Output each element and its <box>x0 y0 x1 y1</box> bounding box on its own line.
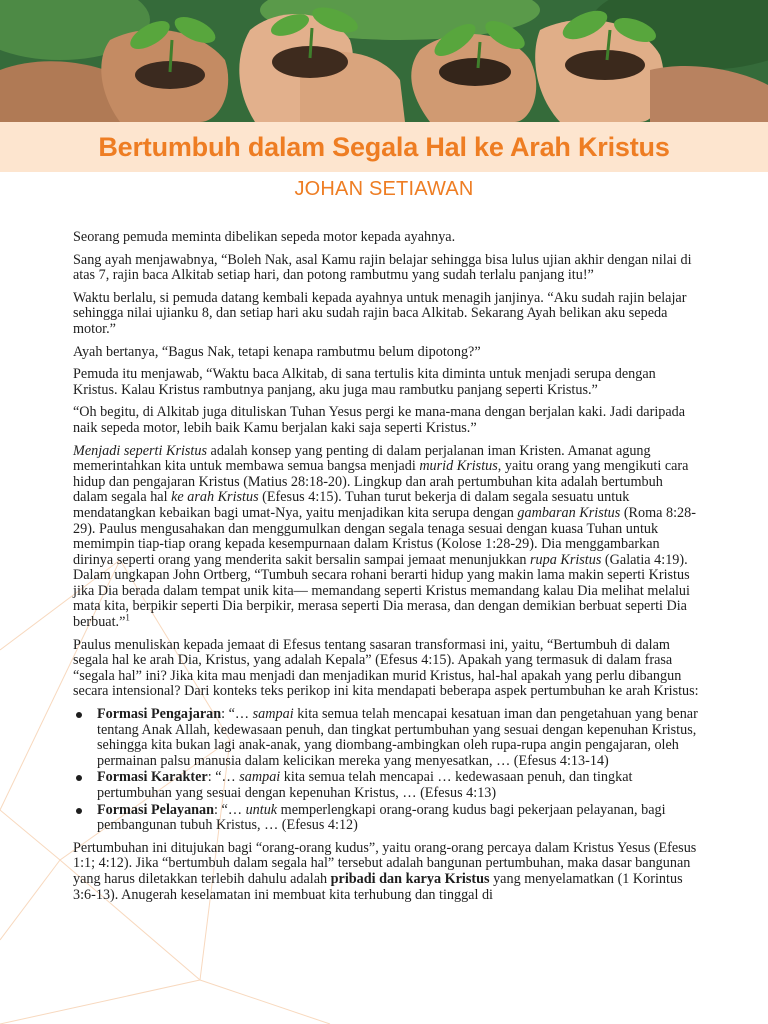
text-run: , yaitu orang yang mengikuti cara hidup dan pengajaran Kristus (Matius 28:18-20). Lingkup dan arah pertumbuhan kita adalah bertumbuh dalam segala hal <box>73 458 689 506</box>
bold-term: pribadi dan karya Kristus <box>330 870 490 887</box>
formation-list <box>73 707 699 834</box>
article-paragraph <box>73 405 699 436</box>
text-run: memperlengkapi orang-orang kudus bagi pekerjaan pelayanan, bagi pembangunan tubuh Kristus, … (Efesus 4:12) <box>97 801 666 834</box>
emphasis-text: sampai <box>252 706 294 723</box>
article-paragraph <box>73 345 699 361</box>
author-name: JOHAN SETIAWAN <box>294 178 474 200</box>
article-paragraph <box>73 230 699 246</box>
text-run: (Efesus 4:15). Tuhan turut bekerja di dalam segala sesuatu untuk mendatangkan kebaikan bagi umat-Nya, yaitu menjadikan kita serupa dengan <box>73 489 630 521</box>
bold-term: Formasi Karakter <box>97 769 208 786</box>
emphasis-text: gambaran Kristus <box>517 504 621 521</box>
article-title: Bertumbuh dalam Segala Hal ke Arah Kristus <box>98 131 670 162</box>
article-paragraph <box>73 444 699 631</box>
article-paragraph <box>73 367 699 398</box>
emphasis-text: Menjadi seperti Kristus <box>73 442 207 459</box>
closing-paragraph <box>73 841 699 903</box>
text-run: kita semua telah mencapai kesatuan iman dan pengetahuan yang benar tentang Anak Allah, kedewasaan penuh, dan tingkat pertumbuhan yang sesuai dengan kepenuhan Kristus, sehingga kita bukan lagi anak-anak, yang diombang-ambingkan oleh rupa-rupa angin pengajaran, oleh permainan palsu manusia dalam kelicikan mereka yang menyesatkan, … (Efesus 4:13-14) <box>97 706 698 769</box>
article-body <box>73 230 699 910</box>
emphasis-text: sampai <box>239 769 281 786</box>
text-run: : “… <box>221 706 253 723</box>
text-run: yang menyelamatkan (1 Korintus 3:6-13). Anugerah keselamatan ini membuat kita terhubung dan tinggal di <box>73 870 683 903</box>
article-paragraphs <box>73 230 699 700</box>
article-paragraph <box>73 638 699 700</box>
text-run: “Oh begitu, di Alkitab juga dituliskan Tuhan Yesus pergi ke mana-mana dengan berjalan kaki. Jadi daripada naik sepeda motor, lebih baik Kamu berjalan kaki saja seperti Kristus.” <box>73 404 686 436</box>
emphasis-text: murid Kristus <box>419 458 498 475</box>
text-run: (Galatia 4:19). Dalam ungkapan John Ortberg, “Tumbuh secara rohani berarti hidup yang makin lama makin seperti Kristus jika Dia berada dalam tempat unik kita— memandang seperti Kristus memandang kalau Dia melihat melalui mata kita, berpikir seperti Dia berpikir, merasa seperti Dia merasa, dan dengan demikian berbuat seperti Dia berbuat.” <box>73 551 690 631</box>
header-photo <box>0 0 768 122</box>
text-run: Sang ayah menjawabnya, “Boleh Nak, asal Kamu rajin belajar sehingga bisa lulus ujian akhir dengan nilai di atas 7, rajin baca Alkitab setiap hari, dan potong rambutmu yang sudah terlalu panjang itu!” <box>73 251 692 284</box>
bold-term: Formasi Pelayanan <box>97 801 215 818</box>
formation-list-item <box>73 770 699 801</box>
text-run: Waktu berlalu, si pemuda datang kembali kepada ayahnya untuk menagih janjinya. “Aku sudah rajin belajar sehingga nilai ujianku 8, dan setiap hari aku sudah rajin baca Alkitab. Sekarang Ayah belikan aku sepeda motor.” <box>73 289 687 337</box>
formation-list-item <box>73 707 699 769</box>
emphasis-text: ke arah Kristus <box>171 489 259 506</box>
footnote-marker: 1 <box>125 612 130 623</box>
article-paragraph <box>73 291 699 338</box>
text-run: Pemuda itu menjawab, “Waktu baca Alkitab, di sana tertulis kita diminta untuk menjadi serupa dengan Kristus. Kalau Kristus rambutnya panjang, aku juga mau rambutku panjang seperti Kristus.” <box>73 366 656 398</box>
emphasis-text: rupa Kristus <box>530 551 602 568</box>
bold-term: Formasi Pengajaran <box>97 706 222 723</box>
text-run: Pertumbuhan ini ditujukan bagi “orang-orang kudus”, yaitu orang-orang percaya dalam Kristus Yesus (Efesus 1:1; 4:12). Jika “bertumbuh dalam segala hal” tersebut adalah bangunan pertumbuhan, maka dasar bangunan yang harus diletakkan terlebih dahulu adalah <box>73 839 697 887</box>
text-run: : “… <box>214 801 246 818</box>
text-run: Paulus menuliskan kepada jemaat di Efesus tentang sasaran transformasi ini, yaitu, “Bertumbuh di dalam segala hal ke arah Dia, Kristus, yang adalah Kepala” (Efesus 4:15). Apakah yang termasuk di dalam frasa “segala hal” ini? Jika kita mau menjadi dan menjadikan murid Kristus, hal-hal apakah yang perlu dibangun secara intensional? Dari konteks teks perikop ini kita mendapati beberapa aspek pertumbuhan ke arah Kristus: <box>73 636 699 700</box>
text-run: adalah konsep yang penting di dalam perjalanan iman Kristen. Amanat agung memerintahkan kita untuk membawa semua bangsa menjadi <box>73 442 651 475</box>
text-run: : “… <box>207 769 240 786</box>
text-run: Seorang pemuda meminta dibelikan sepeda motor kepada ayahnya. <box>73 229 456 245</box>
seedlings-in-hands-image <box>0 0 768 122</box>
article-paragraph <box>73 253 699 284</box>
text-run: Ayah bertanya, “Bagus Nak, tetapi kenapa rambutmu belum dipotong?” <box>73 343 481 360</box>
text-run: (Roma 8:28-29). Paulus mengusahakan dan menggumulkan dengan segala tenaga sesuai dengan kuasa Tuhan untuk memimpin tiap-tiap orang kepada kesempurnaan dalam Kristus (Kolose 1:28-29). Dia menggambarkan dirinya seperti orang yang menderita sakit bersalin sampai jemaat menunjukkan <box>73 504 696 568</box>
emphasis-text: untuk <box>245 801 278 818</box>
text-run: kita semua telah mencapai … kedewasaan penuh, dan tingkat pertumbuhan yang sesuai dengan kepenuhan Kristus, … (Efesus 4:13) <box>97 769 633 801</box>
title-band <box>0 122 768 172</box>
formation-list-item <box>73 803 699 834</box>
